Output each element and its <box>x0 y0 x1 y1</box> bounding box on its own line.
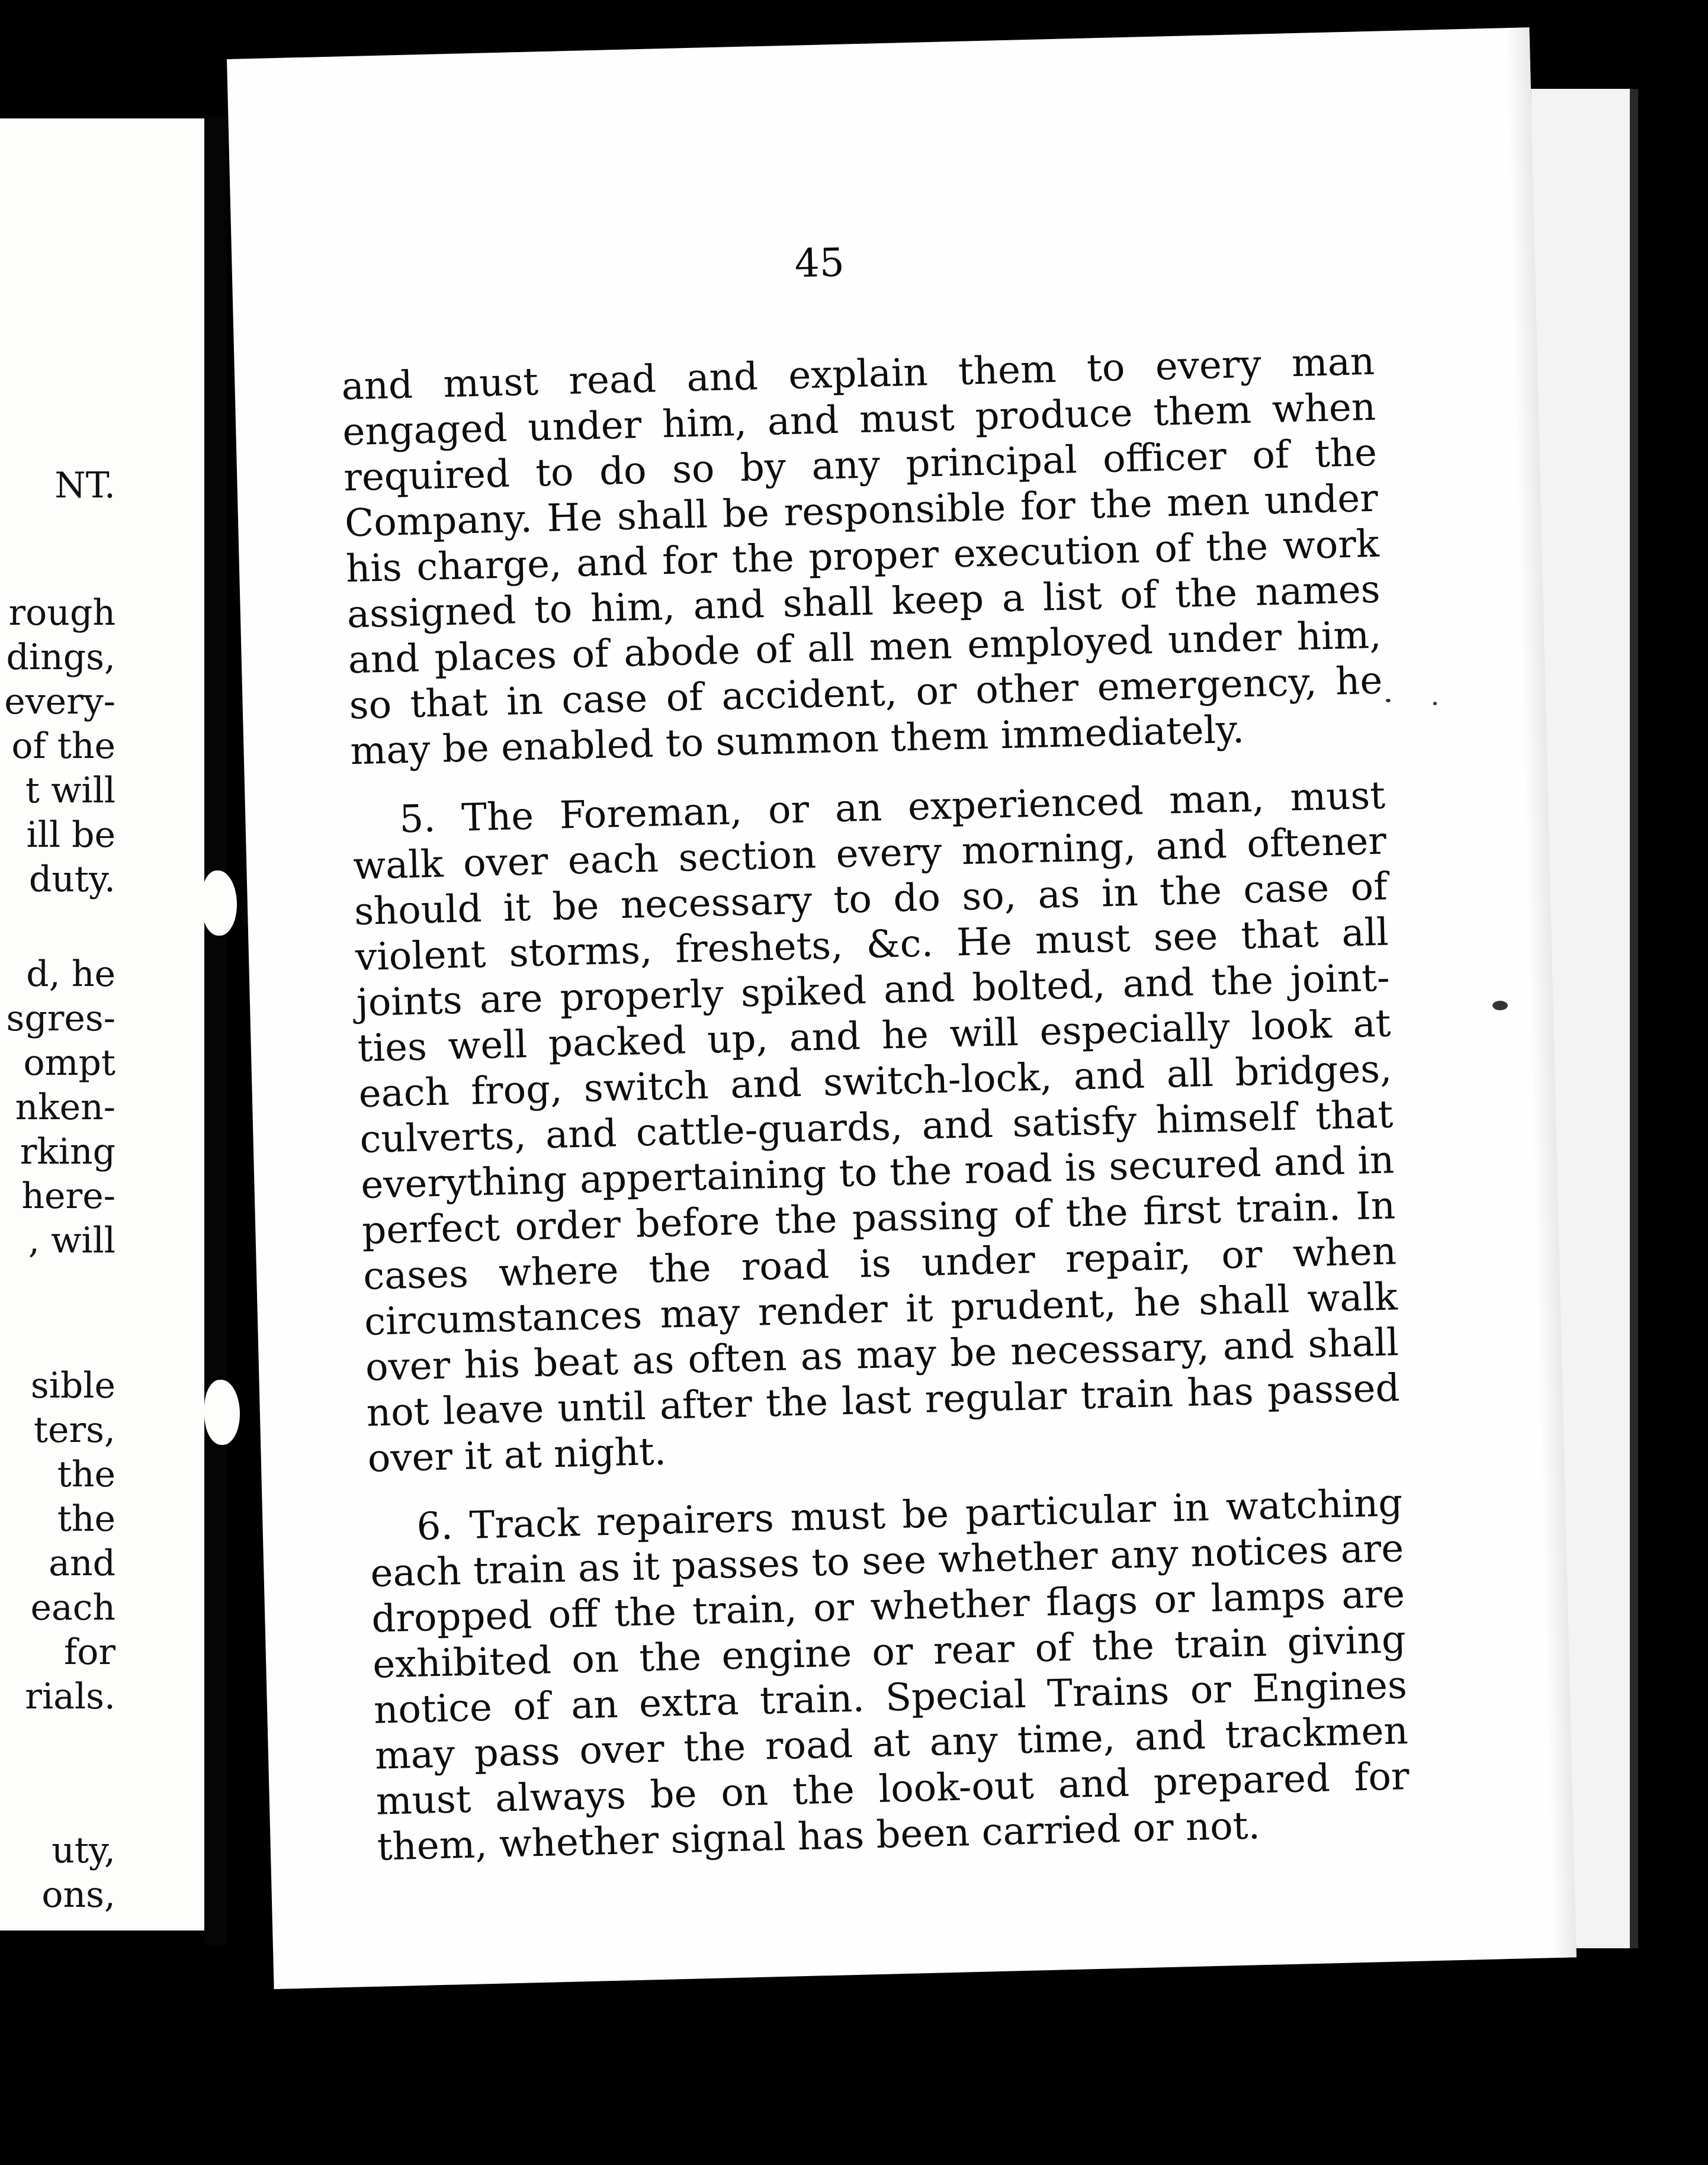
rule-paragraph-5: 5. The Foreman, or an experienced man, must walk over each section every morning, and oftener should it be necessary to do so, as in the case of violent storms, freshets, &c. He must see that all joints are properly spiked and bolted, and the joint-ties well packed up, and he will especially look at each frog, switch and switch-lock, and all bridges, culverts, and cattle-guards, and satisfy himself that everything appertaining to the road is secured and in perfect order before the passing of the first train. In cases where the road is under repair, or when circumstances may render it prudent, he shall walk over his beat as often as may be necessary, and shall not leave until after the last regular train has passed over it at night. <box>352 773 1401 1481</box>
left-page-fragment: the <box>57 1498 115 1540</box>
left-page-fragment: here- <box>21 1175 115 1217</box>
scan-speck <box>1386 699 1391 702</box>
left-page-fragment: of the <box>11 725 115 767</box>
book-gutter <box>204 115 227 1945</box>
left-page-fragment: rials. <box>25 1676 115 1717</box>
left-page-fragment: sgres- <box>6 998 115 1039</box>
left-page-fragment: nken- <box>15 1087 115 1128</box>
left-page-fragment: for <box>63 1631 115 1673</box>
scan-speck <box>1492 1001 1508 1010</box>
binding-tear <box>204 1380 240 1445</box>
left-page-fragment: ill be <box>26 814 115 856</box>
left-page-fragment: dings, <box>6 637 115 678</box>
page-body <box>341 339 1411 1871</box>
scan-speck <box>1433 702 1437 705</box>
page-number: 45 <box>794 239 845 287</box>
left-page-fragment: ons, <box>41 1874 115 1916</box>
left-page-fragment: d, he <box>26 953 115 995</box>
left-page-fragment: t will <box>25 770 115 811</box>
left-page-fragment: uty, <box>52 1830 115 1871</box>
binding-tear <box>201 871 237 936</box>
left-page-fragment: each <box>30 1587 115 1628</box>
left-page <box>0 118 204 1930</box>
right-page <box>227 27 1577 1989</box>
left-page-fragment: , will <box>28 1220 115 1261</box>
left-page-fragment: the <box>57 1454 115 1495</box>
left-page-fragment: and <box>49 1543 115 1584</box>
left-page-fragment: ters, <box>33 1409 115 1451</box>
left-page-fragment: NT. <box>54 465 115 506</box>
left-page-fragment: rking <box>20 1131 115 1173</box>
rule-paragraph-6: 6. Track repairers must be particular in watching each train as it passes to see whether any notices are dropped off the train, or whether flags or lamps are exhibited on the engine or rear of the train giving notice of an extra train. Special Trains or Engines may pass over the road at any time, and trackmen must always be on the look-out and prepared for them, whether signal has been carried or not. <box>370 1481 1410 1870</box>
left-page-fragment: sible <box>30 1365 115 1406</box>
continuation-paragraph: and must read and explain them to every man engaged under him, and must produce them when required to do so by any principal officer of the Company. He shall be responsible for the men under his charge, and for the proper execution of the work assigned to him, and shall keep a list of the names and places of abode of all men employed under him, so that in case of accident, or other emergency, he may be enabled to summon them immediately. <box>341 339 1383 774</box>
left-page-fragment: duty. <box>28 859 115 900</box>
left-page-fragment: ompt <box>23 1042 115 1084</box>
left-page-fragment: rough <box>8 592 115 634</box>
left-page-fragment: every- <box>4 681 115 722</box>
